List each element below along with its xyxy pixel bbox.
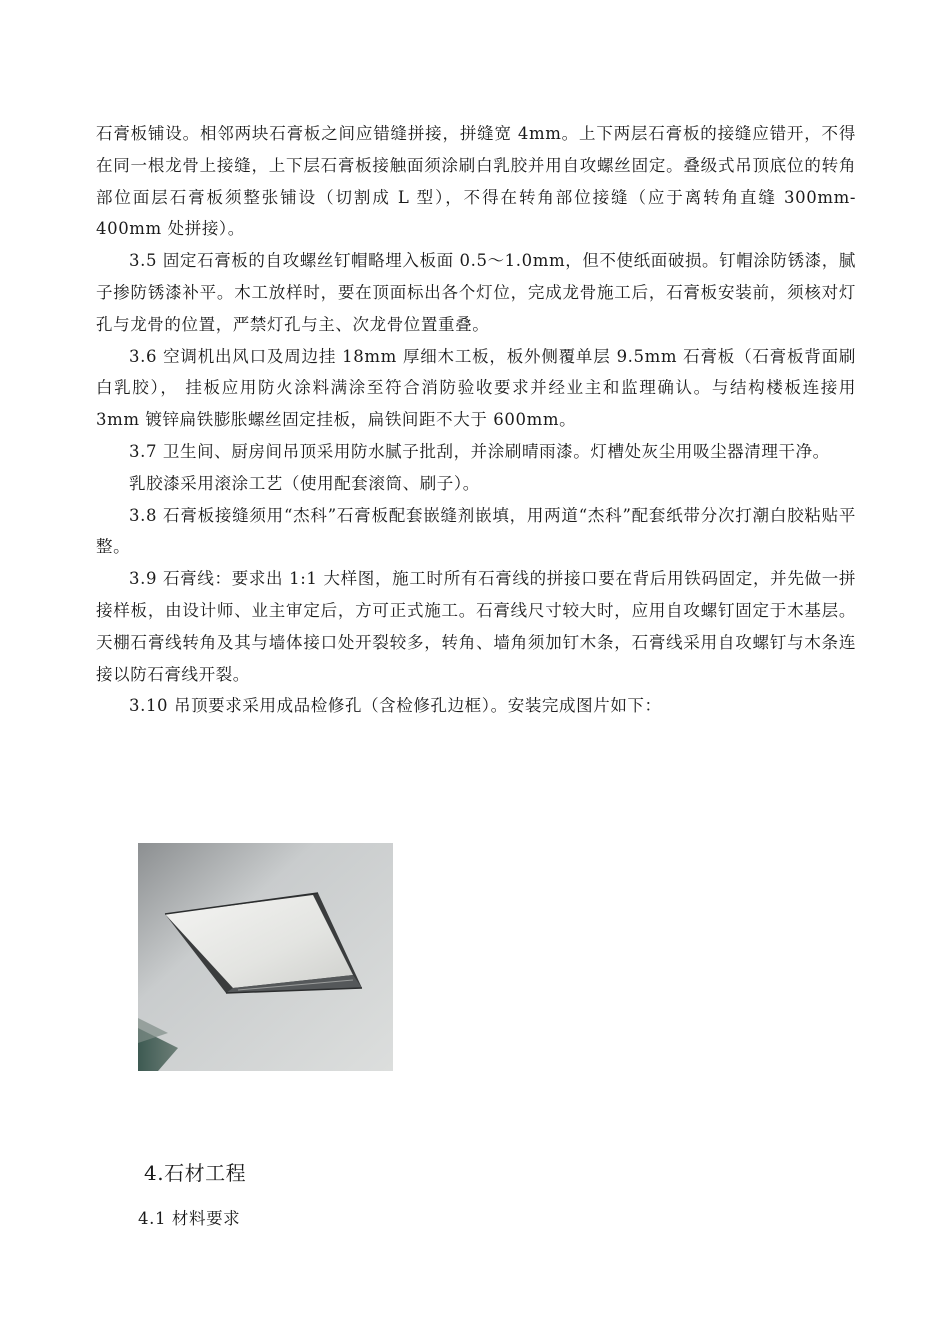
paragraph-3-6: 3.6 空调机出风口及周边挂 18mm 厚细木工板，板外侧覆单层 9.5mm 石膏板（石膏板背面刷白乳胶）， 挂板应用防火涂料满涂至符合消防验收要求并经业主和监理确认。与结构楼板连接用 3mm 镀锌扁铁膨胀螺丝固定挂板，扁铁间距不大于 600mm。 — [96, 346, 856, 430]
paragraph-3-5: 3.5 固定石膏板的自攻螺丝钉帽略埋入板面 0.5～1.0mm，但不使纸面破损。钉帽涂防锈漆，腻子掺防锈漆补平。木工放样时，要在顶面标出各个灯位，完成龙骨施工后，石膏板安装前，须核对灯孔与龙骨的位置，严禁灯孔与主、次龙骨位置重叠。 — [96, 251, 856, 334]
paragraph-latex-paint: 乳胶漆采用滚涂工艺（使用配套滚筒、刷子）。 — [129, 473, 480, 493]
paragraph-3-8: 3.8 石膏板接缝须用“杰科”石膏板配套嵌缝剂嵌填，用两道“杰科”配套纸带分次打潮白胶粘贴平整。 — [96, 505, 856, 557]
subsection-heading: 4.1 材料要求 — [138, 1209, 241, 1228]
body-text — [96, 118, 856, 722]
paragraph-gypsum-board-laying: 石膏板铺设。相邻两块石膏板之间应错缝拼接，拼缝宽 4mm。上下两层石膏板的接缝应错开，不得在同一根龙骨上接缝，上下层石膏板接触面须涂刷白乳胶并用自攻螺丝固定。叠级式吊顶底位的转角部位面层石膏板须整张铺设（切割成 L 型），不得在转角部位接缝（应于离转角直缝 300mm-400mm 处拼接）。 — [96, 124, 856, 239]
section-heading: 4.石材工程 — [144, 1161, 247, 1185]
paragraph-3-9: 3.9 石膏线：要求出 1:1 大样图，施工时所有石膏线的拼接口要在背后用铁码固定，并先做一拼接样板，由设计师、业主审定后，方可正式施工。石膏线尺寸较大时，应用自攻螺钉固定于木基层。天棚石膏线转角及其与墙体接口处开裂较多，转角、墙角须加钉木条，石膏线采用自攻螺钉与木条连接以防石膏线开裂。 — [96, 569, 856, 684]
paragraph-3-7: 3.7 卫生间、厨房间吊顶采用防水腻子批刮，并涂刷晴雨漆。灯槽处灰尘用吸尘器清理干净。 — [129, 441, 830, 461]
paragraph-3-10: 3.10 吊顶要求采用成品检修孔（含检修孔边框）。安装完成图片如下： — [129, 696, 662, 716]
access-panel-photo — [138, 843, 393, 1071]
